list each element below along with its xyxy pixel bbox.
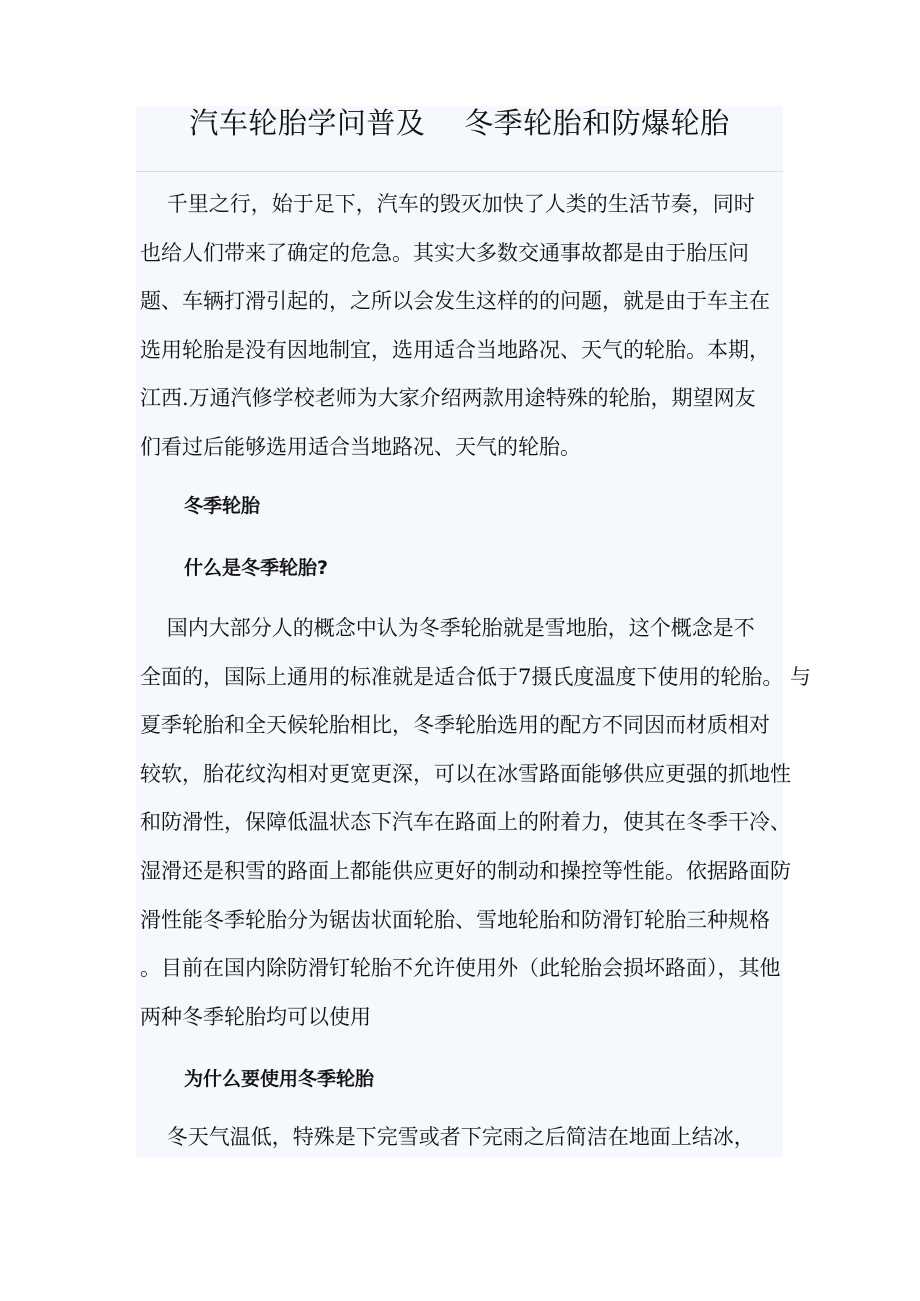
body-paragraph-what-is xyxy=(140,604,811,1041)
paragraph-line: 选用轮胎是没有因地制宜，选用适合当地路况、天气的轮胎。本期， xyxy=(140,337,770,362)
paragraph-line: 和防滑性，保障低温状态下汽车在路面上的附着力，使其在冬季干冷、 xyxy=(140,810,791,835)
paragraph-line: 湿滑还是积雪的路面上都能供应更好的制动和操控等性能。依据路面防 xyxy=(140,858,791,883)
paragraph-line: 。目前在国内除防滑钉轮胎不允许使用外（此轮胎会损坏路面），其他 xyxy=(140,956,781,981)
paragraph-line: 题、车辆打滑引起的，之所以会发生这样的的问题，就是由于车主在 xyxy=(140,289,770,314)
paragraph-line: 全面的，国际上通用的标准就是适合低于7摄氏度温度下使用的轮胎。 与 xyxy=(140,664,812,689)
paragraph-line: 冬天气温低，特殊是下完雪或者下完雨之后简洁在地面上结冰， xyxy=(140,1125,755,1149)
paragraph-line: 江西.万通汽修学校老师为大家介绍两款用途特殊的轮胎，期望网友 xyxy=(140,386,756,411)
title-divider xyxy=(136,171,783,172)
section-heading-winter-tires: 冬季轮胎 xyxy=(184,495,261,517)
paragraph-line: 国内大部分人的概念中认为冬季轮胎就是雪地胎，这个概念是不 xyxy=(140,616,755,640)
paragraph-line: 两种冬季轮胎均可以使用 xyxy=(140,1004,371,1029)
subheading-why-use-winter-tire: 为什么要使用冬季轮胎 xyxy=(184,1068,375,1090)
subheading-what-is-winter-tire: 什么是冬季轮胎? xyxy=(184,557,329,579)
intro-paragraph xyxy=(140,180,770,472)
page-title: 汽车轮胎学问普及 冬季轮胎和防爆轮胎 xyxy=(189,106,730,140)
body-paragraph-why xyxy=(140,1113,755,1162)
paragraph-line: 也给人们带来了确定的危急。其实大多数交通事故都是由于胎压问 xyxy=(140,240,749,265)
paragraph-line: 夏季轮胎和全天候轮胎相比，冬季轮胎选用的配方不同因而材质相对 xyxy=(140,713,770,738)
paragraph-line: 较软，胎花纹沟相对更宽更深，可以在冰雪路面能够供应更强的抓地性 xyxy=(140,761,791,786)
paragraph-line: 千里之行，始于足下，汽车的毁灭加快了人类的生活节奏，同时 xyxy=(140,192,755,216)
paragraph-line: 们看过后能够选用适合当地路况、天气的轮胎。 xyxy=(140,434,581,459)
paragraph-line: 滑性能冬季轮胎分为锯齿状面轮胎、雪地轮胎和防滑钉轮胎三种规格 xyxy=(140,907,770,932)
